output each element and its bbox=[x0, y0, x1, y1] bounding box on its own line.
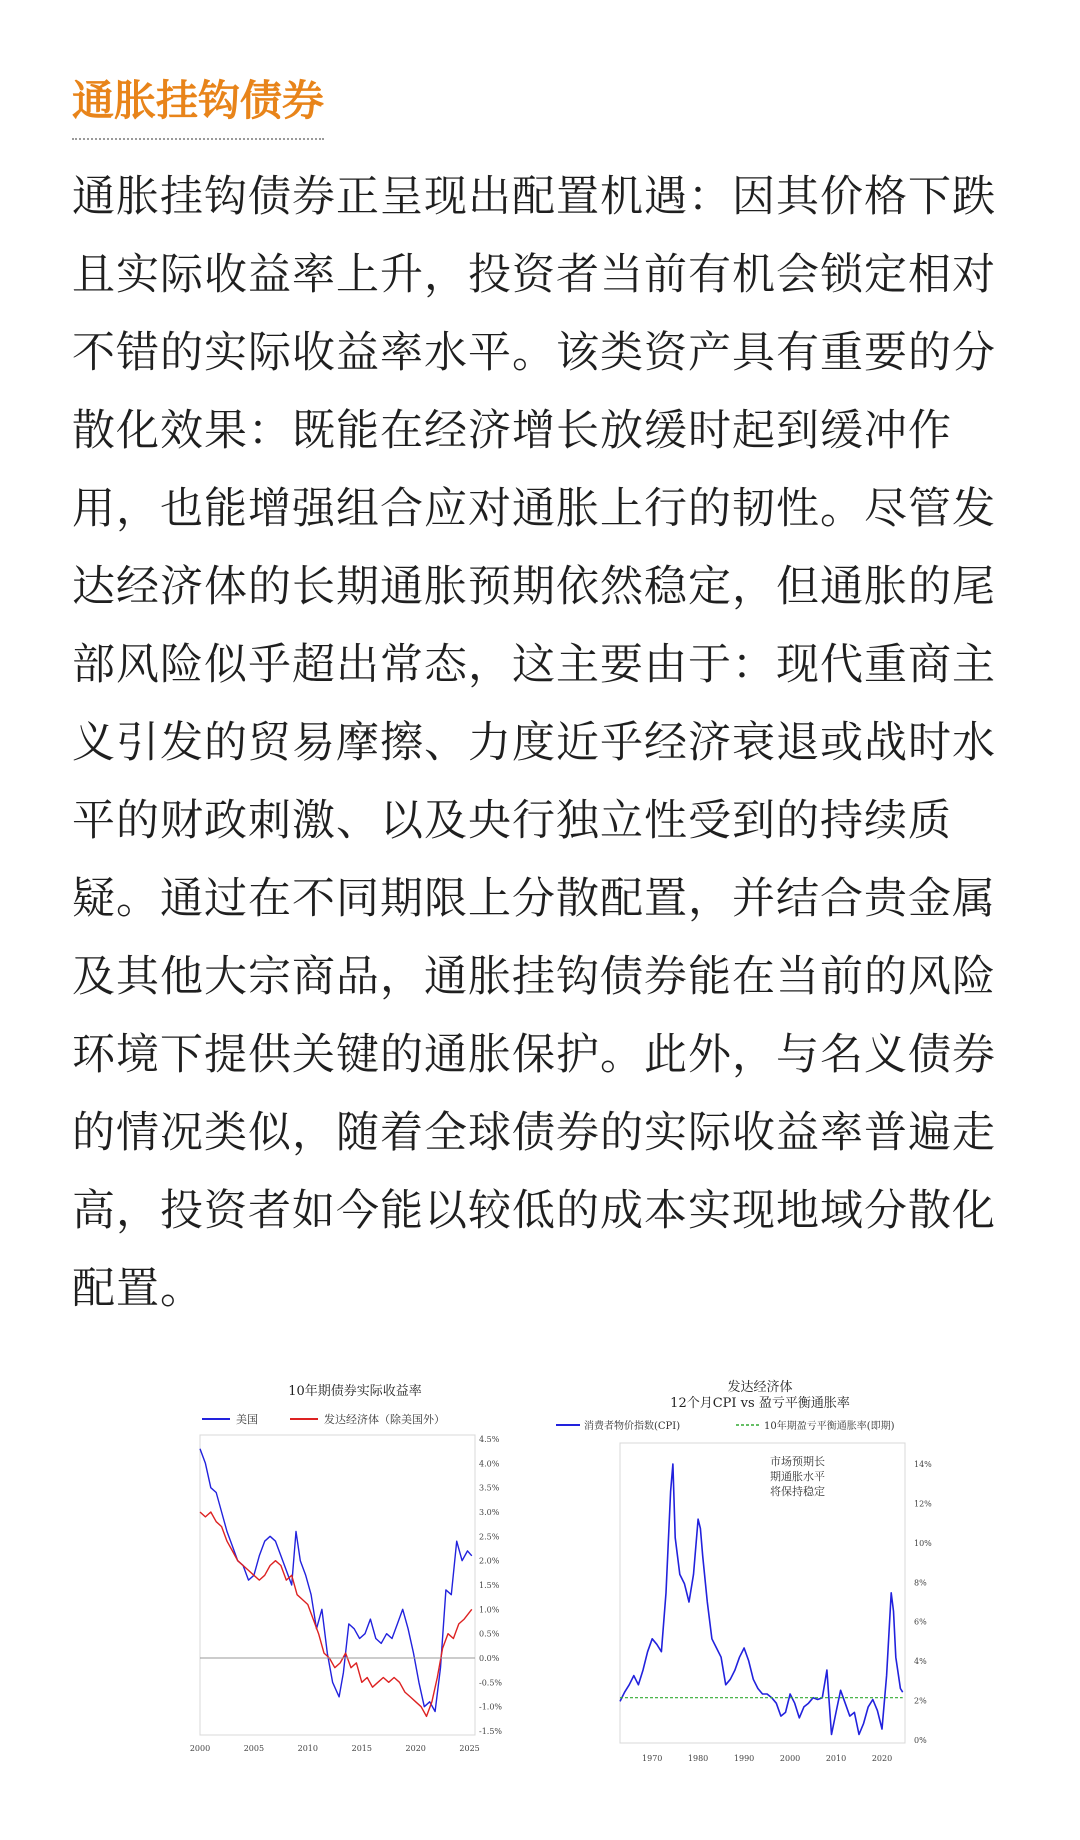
chart-title: 发达经济体 bbox=[727, 1380, 793, 1395]
x-tick-label: 1980 bbox=[687, 1754, 709, 1763]
y-tick-label: 14% bbox=[914, 1460, 932, 1469]
y-tick-label: 2% bbox=[914, 1696, 927, 1706]
x-tick-label: 2010 bbox=[297, 1744, 318, 1753]
legend-label-us: 美国 bbox=[236, 1413, 258, 1426]
y-tick-label: 8% bbox=[914, 1578, 927, 1588]
y-tick-label: -1.5% bbox=[479, 1727, 503, 1736]
real-yield-chart-svg bbox=[190, 1375, 520, 1775]
x-tick-label: 2010 bbox=[825, 1754, 847, 1763]
y-tick-label: -0.5% bbox=[479, 1678, 503, 1688]
article-title: 通胀挂钩债券 bbox=[72, 68, 324, 140]
y-tick-label: 10% bbox=[914, 1538, 932, 1548]
x-tick-label: 2000 bbox=[190, 1744, 211, 1753]
x-tick-label: 2020 bbox=[871, 1754, 893, 1763]
article-paragraph: 通胀挂钩债券正呈现出配置机遇：因其价格下跌且实际收益率上升，投资者当前有机会锁定相对不错的实际收益率水平。该类资产具有重要的分散化效果：既能在经济增长放缓时起到缓冲作用，也能增强组合应对通胀上行的韧性。尽管发达经济体的长期通胀预期依然稳定，但通胀的尾部风险似乎超出常态，这主要由于：现代重商主义引发的贸易摩擦、力度近乎经济衰退或战时水平的财政刺激、以及央行独立性受到的持续质疑。通过在不同期限上分散配置，并结合贵金属及其他大宗商品，通胀挂钩债券能在当前的风险环境下提供关键的通胀保护。此外，与名义债券的情况类似，随着全球债券的实际收益率普遍走高，投资者如今能以较低的成本实现地域分散化配置。 bbox=[72, 172, 996, 1314]
chart-title: 10年期债券实际收益率 bbox=[288, 1384, 422, 1399]
y-tick-label: 1.5% bbox=[479, 1581, 500, 1590]
chart-annotation bbox=[770, 1454, 825, 1498]
legend-label-breakeven: 10年期盈亏平衡通胀率(即期) bbox=[764, 1421, 895, 1432]
legend-label-cpi: 消费者物价指数(CPI) bbox=[584, 1421, 681, 1432]
y-axis bbox=[479, 1435, 502, 1736]
x-tick-label: 1990 bbox=[733, 1754, 755, 1763]
x-tick-label: 2000 bbox=[779, 1754, 801, 1763]
y-tick-label: 3.0% bbox=[479, 1508, 500, 1517]
article-body bbox=[72, 158, 1012, 1328]
annotation-line: 将保持稳定 bbox=[770, 1485, 825, 1498]
y-tick-label: 1.0% bbox=[479, 1605, 500, 1615]
x-tick-label: 1970 bbox=[642, 1754, 663, 1763]
x-tick-label: 2005 bbox=[243, 1744, 265, 1753]
y-tick-label: 0.0% bbox=[479, 1654, 500, 1663]
chart-marks bbox=[200, 1449, 475, 1717]
y-tick-label: 4.5% bbox=[479, 1435, 500, 1444]
real-yield-chart bbox=[190, 1375, 520, 1775]
y-tick-label: 2.5% bbox=[479, 1532, 500, 1542]
series-line-1 bbox=[200, 1512, 472, 1716]
y-tick-label: 0.5% bbox=[479, 1629, 500, 1639]
chart-marks bbox=[620, 1464, 903, 1735]
series-line-0 bbox=[620, 1464, 903, 1735]
y-axis bbox=[914, 1460, 932, 1745]
x-tick-label: 2020 bbox=[405, 1744, 426, 1753]
plot-area bbox=[200, 1435, 475, 1735]
x-tick-label: 2025 bbox=[459, 1744, 480, 1753]
chart-subtitle: 12个月CPI vs 盈亏平衡通胀率 bbox=[670, 1396, 850, 1411]
y-tick-label: 2.0% bbox=[479, 1556, 500, 1566]
legend-label-dm: 发达经济体（除美国外） bbox=[324, 1413, 445, 1426]
y-tick-label: -1.0% bbox=[479, 1702, 503, 1712]
y-tick-label: 12% bbox=[914, 1499, 932, 1509]
y-tick-label: 3.5% bbox=[479, 1483, 500, 1493]
y-tick-label: 0% bbox=[914, 1736, 927, 1745]
cpi-breakeven-chart bbox=[550, 1375, 970, 1775]
x-axis bbox=[190, 1744, 480, 1753]
y-tick-label: 4.0% bbox=[479, 1459, 500, 1469]
x-tick-label: 2015 bbox=[351, 1744, 372, 1753]
annotation-line: 期通胀水平 bbox=[770, 1470, 825, 1483]
y-tick-label: 4% bbox=[914, 1657, 927, 1667]
series-line-0 bbox=[200, 1449, 472, 1712]
y-tick-label: 6% bbox=[914, 1617, 927, 1627]
x-axis bbox=[642, 1754, 892, 1763]
annotation-line: 市场预期长 bbox=[770, 1455, 825, 1468]
cpi-breakeven-chart-svg bbox=[550, 1375, 970, 1775]
